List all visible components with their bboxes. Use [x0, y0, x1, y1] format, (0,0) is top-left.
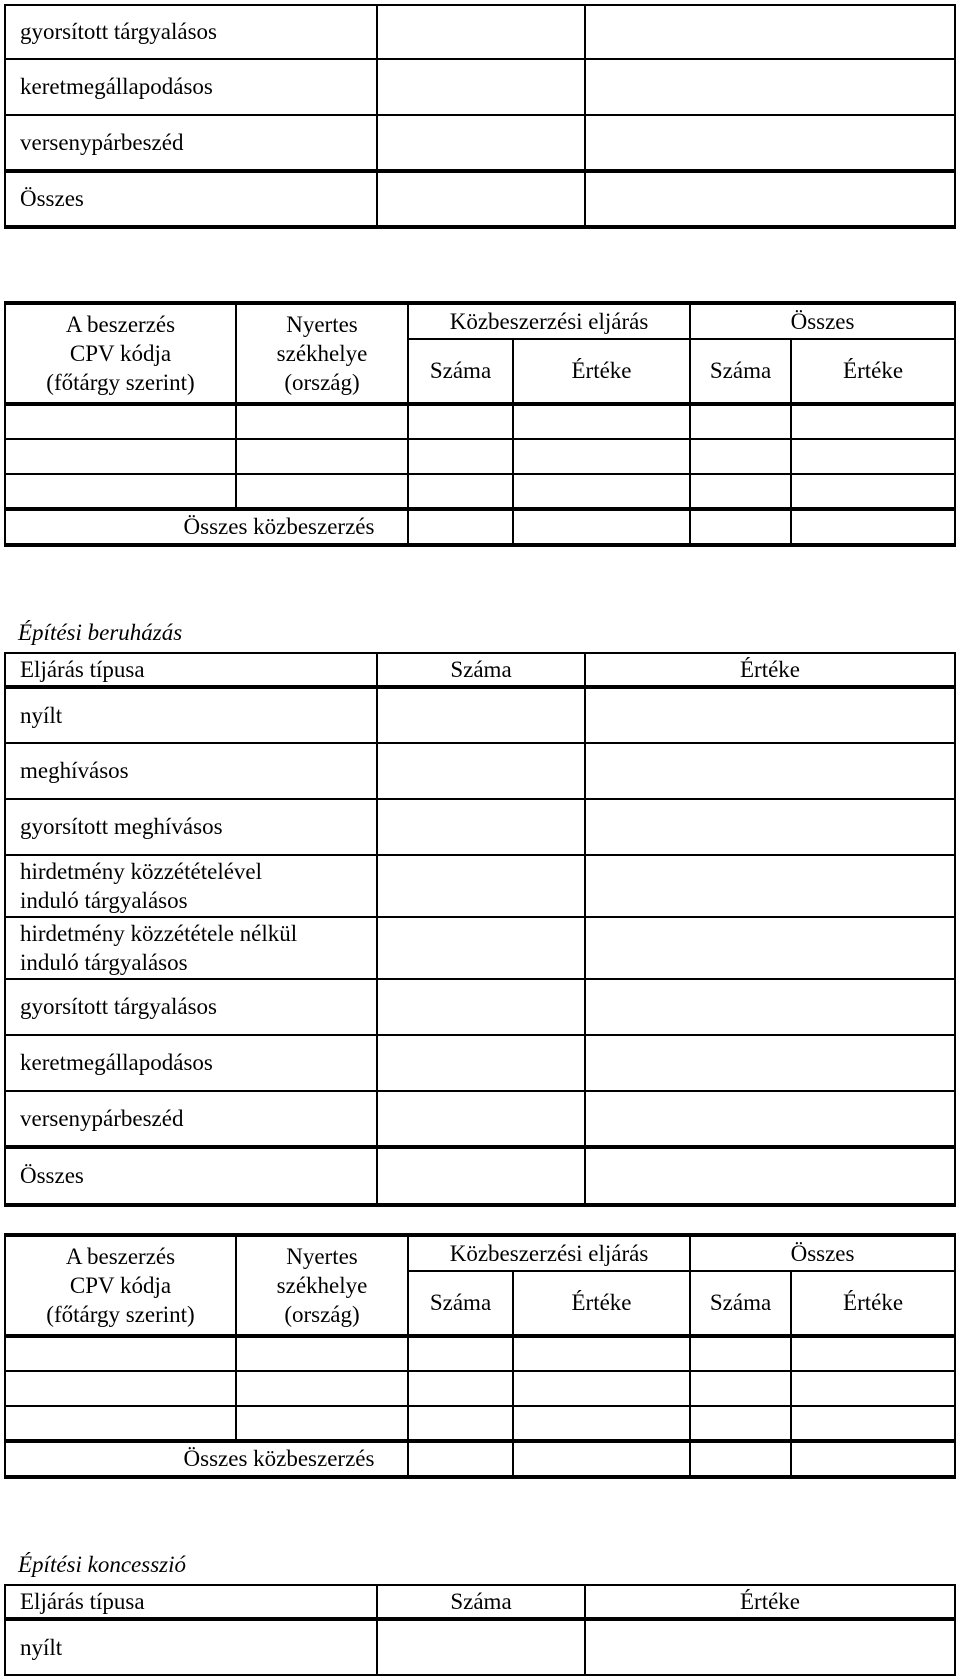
cpv-header [5, 1235, 236, 1336]
seat-header-line: (ország) [284, 370, 360, 395]
cell [791, 439, 955, 474]
cell [408, 1441, 513, 1477]
section-caption: Építési koncesszió [18, 1552, 186, 1577]
value-cell [585, 1619, 955, 1675]
cell [791, 404, 955, 439]
count-cell [377, 687, 585, 743]
total-label: Összes [5, 1147, 377, 1205]
total-label: Összes [5, 171, 377, 227]
value-cell [585, 687, 955, 743]
cpv-table-1 [4, 301, 956, 547]
cell [513, 474, 690, 509]
row-label: gyorsított tárgyalásos [5, 5, 377, 59]
cell [513, 404, 690, 439]
cell [791, 509, 955, 545]
value-cell [585, 917, 955, 979]
total-value [585, 171, 955, 227]
cell [5, 474, 236, 509]
value-cell [585, 1091, 955, 1147]
cell [408, 1406, 513, 1441]
count-cell [377, 855, 585, 917]
row-label: meghívásos [5, 743, 377, 799]
count-header: Száma [377, 1585, 585, 1619]
value-subheader: Értéke [791, 339, 955, 404]
row-label: gyorsított meghívásos [5, 799, 377, 855]
cell [791, 1441, 955, 1477]
cpv-table-2 [4, 1233, 956, 1479]
value-header: Értéke [585, 1585, 955, 1619]
seat-header-line: Nyertes [286, 1244, 358, 1269]
count-cell [377, 59, 585, 115]
cpv-header-line: (főtárgy szerint) [46, 370, 195, 395]
count-subheader: Száma [408, 339, 513, 404]
total-value [585, 1147, 955, 1205]
value-subheader: Értéke [513, 1271, 690, 1336]
cell [408, 509, 513, 545]
value-subheader: Értéke [791, 1271, 955, 1336]
cell [236, 439, 408, 474]
count-header: Száma [377, 653, 585, 687]
summary-label: Összes közbeszerzés [5, 509, 408, 545]
cell [5, 1336, 236, 1371]
procedure-group-header: Közbeszerzési eljárás [408, 303, 690, 339]
count-cell [377, 743, 585, 799]
value-cell [585, 5, 955, 59]
cell [690, 439, 791, 474]
value-cell [585, 979, 955, 1035]
section-caption: Építési beruházás [18, 620, 183, 645]
row-label: keretmegállapodásos [5, 59, 377, 115]
value-cell [585, 115, 955, 171]
cell [690, 509, 791, 545]
row-label: versenypárbeszéd [5, 1091, 377, 1147]
value-cell [585, 799, 955, 855]
cell [408, 404, 513, 439]
cpv-header-line: A beszerzés [65, 1244, 176, 1269]
count-cell [377, 1619, 585, 1675]
value-cell [585, 1035, 955, 1091]
procedure-table-construction [4, 652, 956, 1207]
cell [5, 439, 236, 474]
cell [236, 1371, 408, 1406]
cell [236, 404, 408, 439]
seat-header-line: székhelye [276, 1273, 368, 1298]
row-label: gyorsított tárgyalásos [5, 979, 377, 1035]
cell [513, 439, 690, 474]
value-cell [585, 855, 955, 917]
cell [408, 1371, 513, 1406]
seat-header [236, 303, 408, 404]
seat-header [236, 1235, 408, 1336]
count-subheader: Száma [408, 1271, 513, 1336]
type-header: Eljárás típusa [5, 1585, 377, 1619]
cell [408, 1336, 513, 1371]
count-cell [377, 1035, 585, 1091]
cell [513, 509, 690, 545]
seat-header-line: (ország) [284, 1302, 360, 1327]
cell [513, 1441, 690, 1477]
cell [236, 1336, 408, 1371]
total-count [377, 1147, 585, 1205]
row-label: hirdetmény közzététele nélkül induló tárgyalásos [5, 917, 377, 979]
cpv-header-line: A beszerzés [65, 312, 176, 337]
row-label: nyílt [5, 1619, 377, 1675]
procedure-group-header: Közbeszerzési eljárás [408, 1235, 690, 1271]
value-cell [585, 59, 955, 115]
cell [408, 439, 513, 474]
procedure-table-continued [4, 4, 956, 229]
count-cell [377, 979, 585, 1035]
row-label: versenypárbeszéd [5, 115, 377, 171]
count-subheader: Száma [690, 339, 791, 404]
total-group-header: Összes [690, 303, 955, 339]
row-label: keretmegállapodásos [5, 1035, 377, 1091]
cell [690, 404, 791, 439]
cell [236, 1406, 408, 1441]
count-cell [377, 799, 585, 855]
cpv-header-line: CPV kódja [69, 1273, 172, 1298]
summary-label: Összes közbeszerzés [5, 1441, 408, 1477]
count-subheader: Száma [690, 1271, 791, 1336]
cell [408, 474, 513, 509]
cell [513, 1406, 690, 1441]
cell [236, 474, 408, 509]
row-label: hirdetmény közzétételével induló tárgyalásos [5, 855, 377, 917]
cell [513, 1336, 690, 1371]
seat-header-line: Nyertes [286, 312, 358, 337]
cell [690, 1336, 791, 1371]
procedure-table-concession [4, 1584, 956, 1676]
cell [791, 1336, 955, 1371]
cell [690, 1371, 791, 1406]
type-header: Eljárás típusa [5, 653, 377, 687]
cell [791, 474, 955, 509]
cell [5, 404, 236, 439]
total-count [377, 171, 585, 227]
cell [791, 1406, 955, 1441]
count-cell [377, 5, 585, 59]
cell [5, 1371, 236, 1406]
cell [690, 1441, 791, 1477]
row-label: nyílt [5, 687, 377, 743]
count-cell [377, 1091, 585, 1147]
value-subheader: Értéke [513, 339, 690, 404]
count-cell [377, 115, 585, 171]
cell [513, 1371, 690, 1406]
cell [791, 1371, 955, 1406]
value-header: Értéke [585, 653, 955, 687]
cpv-header-line: (főtárgy szerint) [46, 1302, 195, 1327]
cell [5, 1406, 236, 1441]
count-cell [377, 917, 585, 979]
cpv-header-line: CPV kódja [69, 341, 172, 366]
cell [690, 1406, 791, 1441]
seat-header-line: székhelye [276, 341, 368, 366]
cpv-header [5, 303, 236, 404]
cell [690, 474, 791, 509]
value-cell [585, 743, 955, 799]
total-group-header: Összes [690, 1235, 955, 1271]
